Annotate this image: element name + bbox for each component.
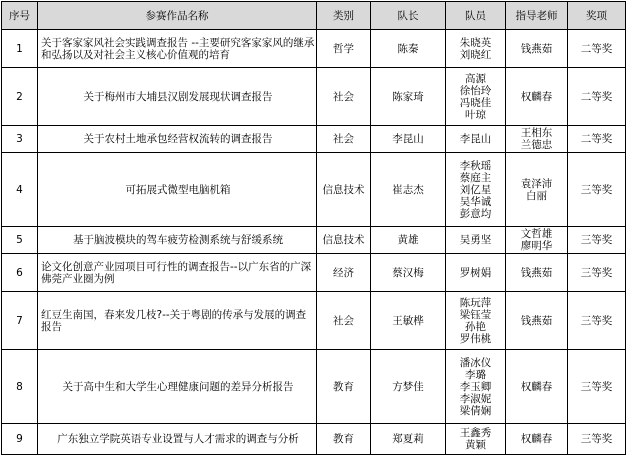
- member-name: 李昆山: [459, 133, 492, 145]
- cell-members: [446, 292, 506, 350]
- member-name: 罗树娟: [459, 266, 492, 279]
- cell-members: [446, 350, 506, 424]
- cell-title: 广东独立学院英语专业设置与人才需求的调查与分析: [38, 424, 317, 455]
- cell-advisor: [506, 350, 568, 424]
- cell-award: 三等奖: [568, 292, 626, 350]
- cell-seq: 8: [2, 350, 38, 424]
- header-leader: 队长: [371, 2, 446, 30]
- cell-category: 教育: [317, 350, 371, 424]
- table-row: [2, 68, 626, 126]
- cell-leader: 蔡汉梅: [371, 254, 446, 292]
- cell-category: 社会: [317, 292, 371, 350]
- member-name: 高源: [465, 72, 486, 85]
- member-name: 吴勇坚: [459, 234, 492, 246]
- cell-title: 关于农村土地承包经营权流转的调查报告: [38, 126, 317, 153]
- cell-award: 三等奖: [568, 227, 626, 254]
- member-name: 罗伟桃: [459, 332, 492, 345]
- cell-seq: 2: [2, 68, 38, 126]
- cell-title: 基于脑波模块的驾车疲劳检测系统与舒缓系统: [38, 227, 317, 254]
- advisor-name: 袁泽沛: [520, 177, 553, 190]
- member-name: 李淑妮: [459, 392, 492, 405]
- table-row: [2, 424, 626, 455]
- header-advisor: 指导老师: [506, 2, 568, 30]
- cell-members: [446, 424, 506, 455]
- advisor-name: 钱燕茹: [520, 314, 553, 327]
- cell-leader: 方梦佳: [371, 350, 446, 424]
- member-name: 孙艳: [465, 320, 486, 333]
- member-name: 彭意均: [459, 207, 492, 220]
- cell-seq: 5: [2, 227, 38, 254]
- advisor-name: 廖明华: [520, 240, 553, 252]
- cell-members: [446, 153, 506, 227]
- cell-advisor: [506, 30, 568, 68]
- member-name: 王鑫秀: [459, 427, 492, 439]
- table-row: [2, 30, 626, 68]
- cell-members: [446, 30, 506, 68]
- member-name: 冯晓佳: [459, 96, 492, 109]
- cell-category: 教育: [317, 424, 371, 455]
- cell-leader: 陈秦: [371, 30, 446, 68]
- cell-title: 红豆生南国，春来发几枝?--关于粤剧的传承与发展的调查报告: [38, 292, 317, 350]
- cell-leader: 黄雄: [371, 227, 446, 254]
- member-name: 蔡庭主: [459, 171, 492, 184]
- cell-title: 关于高中生和大学生心理健康问题的差异分析报告: [38, 350, 317, 424]
- cell-advisor: [506, 254, 568, 292]
- cell-seq: 3: [2, 126, 38, 153]
- advisor-name: 兰德忠: [520, 139, 553, 151]
- member-name: 陈玩萍: [459, 296, 492, 309]
- cell-title: 关于梅州市大埔县汉剧发展现状调查报告: [38, 68, 317, 126]
- cell-leader: 郑夏莉: [371, 424, 446, 455]
- cell-category: 经济: [317, 254, 371, 292]
- cell-members: [446, 254, 506, 292]
- advisor-name: 钱燕茹: [520, 266, 553, 279]
- advisor-name: 权麟春: [520, 433, 553, 445]
- cell-title: 论文化创意产业园项目可行性的调查报告--以广东省的广深佛莞产业圈为例: [38, 254, 317, 292]
- table-row: [2, 254, 626, 292]
- advisor-name: 权麟春: [520, 380, 553, 393]
- cell-award: 三等奖: [568, 350, 626, 424]
- table-row: [2, 153, 626, 227]
- member-name: 朱晓英: [459, 36, 492, 49]
- cell-leader: 王敏桦: [371, 292, 446, 350]
- advisor-name: 王相东: [520, 127, 553, 139]
- header-members: 队员: [446, 2, 506, 30]
- cell-members: [446, 68, 506, 126]
- cell-advisor: [506, 126, 568, 153]
- cell-leader: 李昆山: [371, 126, 446, 153]
- member-name: 刘亿星: [459, 183, 492, 196]
- cell-category: 信息技术: [317, 153, 371, 227]
- cell-category: 信息技术: [317, 227, 371, 254]
- member-name: 吴华诚: [459, 195, 492, 208]
- member-name: 梁钰莹: [459, 308, 492, 321]
- member-name: 潘冰仪: [459, 356, 492, 369]
- header-seq: 序号: [2, 2, 38, 30]
- cell-members: [446, 126, 506, 153]
- cell-members: [446, 227, 506, 254]
- member-name: 徐怡玲: [459, 84, 492, 97]
- table-row: [2, 292, 626, 350]
- advisor-name: 权麟春: [520, 90, 553, 103]
- cell-title: 可拓展式微型电脑机箱: [38, 153, 317, 227]
- cell-award: 三等奖: [568, 254, 626, 292]
- cell-seq: 7: [2, 292, 38, 350]
- cell-leader: 陈家琦: [371, 68, 446, 126]
- cell-title: 关于客家家风社会实践调查报告 --主要研究客家家风的继承和弘扬以及对社会主义核心价值观的培育: [38, 30, 317, 68]
- member-name: 梁倩娴: [459, 404, 492, 417]
- cell-award: 二等奖: [568, 126, 626, 153]
- award-table: [1, 1, 626, 455]
- member-name: 刘晓红: [459, 48, 492, 61]
- member-name: 李璐: [465, 368, 486, 381]
- cell-award: 二等奖: [568, 30, 626, 68]
- cell-award: 二等奖: [568, 68, 626, 126]
- advisor-name: 文哲雄: [520, 228, 553, 240]
- member-name: 李秋瑶: [459, 159, 492, 172]
- cell-seq: 9: [2, 424, 38, 455]
- table-row: [2, 350, 626, 424]
- header-title: 参赛作品名称: [38, 2, 317, 30]
- cell-advisor: [506, 227, 568, 254]
- cell-advisor: [506, 68, 568, 126]
- member-name: 李玉卿: [459, 380, 492, 393]
- cell-leader: 崔志杰: [371, 153, 446, 227]
- member-name: 黄颖: [465, 439, 486, 451]
- table-row: [2, 227, 626, 254]
- cell-seq: 4: [2, 153, 38, 227]
- cell-advisor: [506, 153, 568, 227]
- header-category: 类别: [317, 2, 371, 30]
- member-name: 叶琼: [465, 108, 486, 121]
- table-row: [2, 126, 626, 153]
- cell-advisor: [506, 292, 568, 350]
- advisor-name: 钱燕茹: [520, 42, 553, 55]
- cell-advisor: [506, 424, 568, 455]
- cell-category: 社会: [317, 68, 371, 126]
- cell-award: 三等奖: [568, 424, 626, 455]
- table-header-row: [2, 2, 626, 30]
- header-award: 奖项: [568, 2, 626, 30]
- cell-seq: 6: [2, 254, 38, 292]
- cell-category: 社会: [317, 126, 371, 153]
- cell-award: 三等奖: [568, 153, 626, 227]
- advisor-name: 白丽: [526, 189, 547, 202]
- cell-seq: 1: [2, 30, 38, 68]
- cell-category: 哲学: [317, 30, 371, 68]
